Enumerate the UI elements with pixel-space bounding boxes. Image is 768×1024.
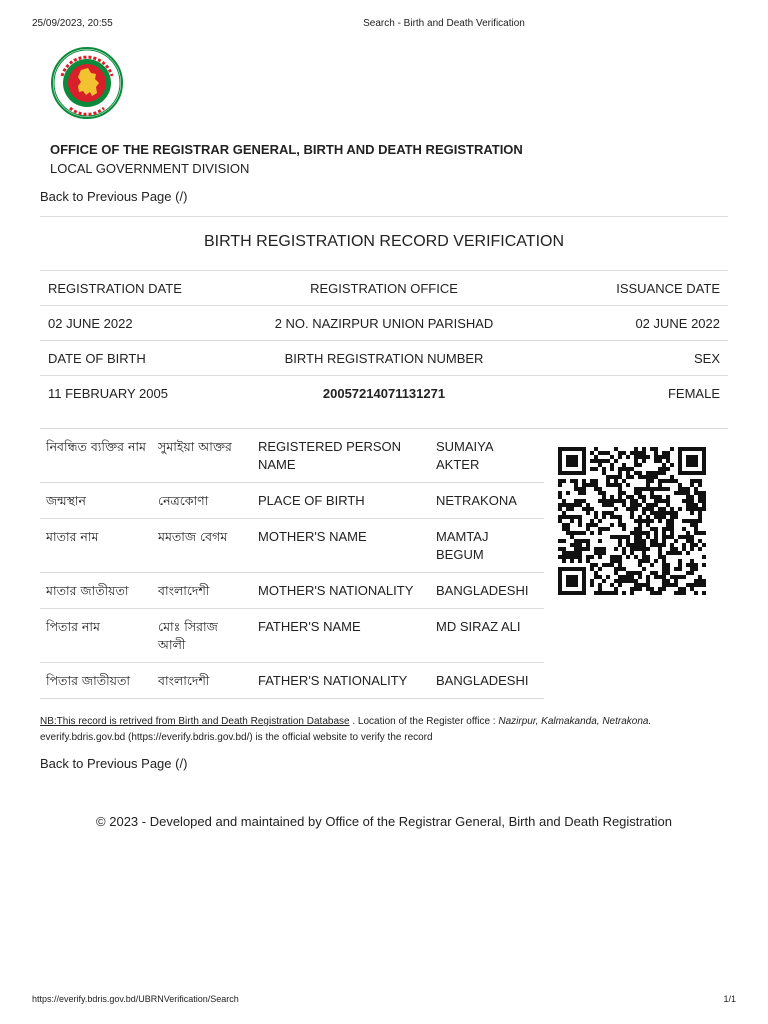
person-bn-label: মাতার নাম	[40, 519, 152, 573]
date-of-birth-label: DATE OF BIRTH	[48, 351, 146, 366]
record-header-row-1	[40, 271, 728, 306]
person-en-value: BANGLADESHI	[430, 663, 544, 699]
registration-date-value: 02 JUNE 2022	[48, 316, 133, 331]
person-bn-label: পিতার জাতীয়তা	[40, 663, 152, 699]
person-en-value: BANGLADESHI	[430, 573, 544, 609]
print-page-number: 1/1	[723, 994, 736, 1004]
office-title: OFFICE OF THE REGISTRAR GENERAL, BIRTH AND DEATH REGISTRATION	[50, 142, 523, 157]
person-bn-label: মাতার জাতীয়তা	[40, 573, 152, 609]
person-details-table	[40, 429, 544, 699]
copyright-footer: © 2023 - Developed and maintained by Office of the Registrar General, Birth and Death Registration	[96, 814, 672, 829]
birth-registration-number-value: 20057214071131271	[322, 386, 446, 401]
register-office-location: Nazirpur, Kalmakanda, Netrakona.	[498, 716, 652, 727]
location-prefix: . Location of the Register office :	[349, 716, 499, 727]
person-row	[40, 573, 544, 609]
registration-date-label: REGISTRATION DATE	[48, 281, 182, 296]
back-to-previous-link[interactable]: Back to Previous Page (/)	[40, 189, 188, 204]
divider	[40, 216, 728, 217]
person-bn-label: পিতার নাম	[40, 609, 152, 663]
person-row	[40, 519, 544, 573]
issuance-date-label: ISSUANCE DATE	[616, 281, 720, 296]
print-url: https://everify.bdris.gov.bd/UBRNVerification/Search	[32, 994, 239, 1004]
person-en-label: FATHER'S NATIONALITY	[252, 663, 430, 699]
registration-office-value: 2 NO. NAZIRPUR UNION PARISHAD	[274, 316, 494, 331]
person-en-value: MAMTAJ BEGUM	[430, 519, 544, 573]
official-website-note: everify.bdris.gov.bd (https://everify.bdris.gov.bd/) is the official website to verify the record	[40, 732, 433, 743]
date-of-birth-value: 11 FEBRUARY 2005	[48, 386, 168, 401]
person-row	[40, 609, 544, 663]
person-bn-label: নিবন্ধিত ব্যক্তির নাম	[40, 429, 152, 483]
person-en-value: NETRAKONA	[430, 483, 544, 519]
person-row	[40, 483, 544, 519]
person-bn-value: বাংলাদেশী	[152, 663, 252, 699]
person-bn-value: বাংলাদেশী	[152, 573, 252, 609]
sex-value: FEMALE	[667, 386, 720, 401]
issuance-date-value: 02 JUNE 2022	[635, 316, 720, 331]
qr-code-icon	[558, 443, 710, 599]
person-bn-value: নেত্রকোণা	[152, 483, 252, 519]
person-en-label: MOTHER'S NAME	[252, 519, 430, 573]
record-note	[40, 714, 730, 746]
print-page-title: Search - Birth and Death Verification	[363, 18, 525, 29]
sex-label: SEX	[693, 351, 720, 366]
person-bn-value: সুমাইয়া আক্তর	[152, 429, 252, 483]
back-to-previous-link-bottom[interactable]: Back to Previous Page (/)	[40, 756, 188, 771]
person-row	[40, 663, 544, 699]
person-en-value: SUMAIYA AKTER	[430, 429, 544, 483]
record-value-row-1	[40, 306, 728, 341]
person-bn-value: মোঃ সিরাজ আলী	[152, 609, 252, 663]
office-subtitle: LOCAL GOVERNMENT DIVISION	[50, 161, 250, 176]
government-seal-icon	[50, 46, 124, 120]
person-en-value: MD SIRAZ ALI	[430, 609, 544, 663]
person-bn-value: মমতাজ বেগম	[152, 519, 252, 573]
registration-office-label: REGISTRATION OFFICE	[310, 281, 458, 296]
person-bn-label: জন্মস্থান	[40, 483, 152, 519]
person-en-label: FATHER'S NAME	[252, 609, 430, 663]
person-en-label: MOTHER'S NATIONALITY	[252, 573, 430, 609]
person-en-label: PLACE OF BIRTH	[252, 483, 430, 519]
section-title: BIRTH REGISTRATION RECORD VERIFICATION	[203, 233, 565, 250]
record-header-row-2	[40, 341, 728, 376]
person-row	[40, 429, 544, 483]
birth-registration-number-label: BIRTH REGISTRATION NUMBER	[284, 351, 484, 366]
person-en-label: REGISTERED PERSON NAME	[252, 429, 430, 483]
record-value-row-2	[40, 376, 728, 429]
database-note-link[interactable]: NB:This record is retrived from Birth and Death Registration Database	[40, 716, 350, 727]
print-datetime: 25/09/2023, 20:55	[32, 18, 113, 29]
